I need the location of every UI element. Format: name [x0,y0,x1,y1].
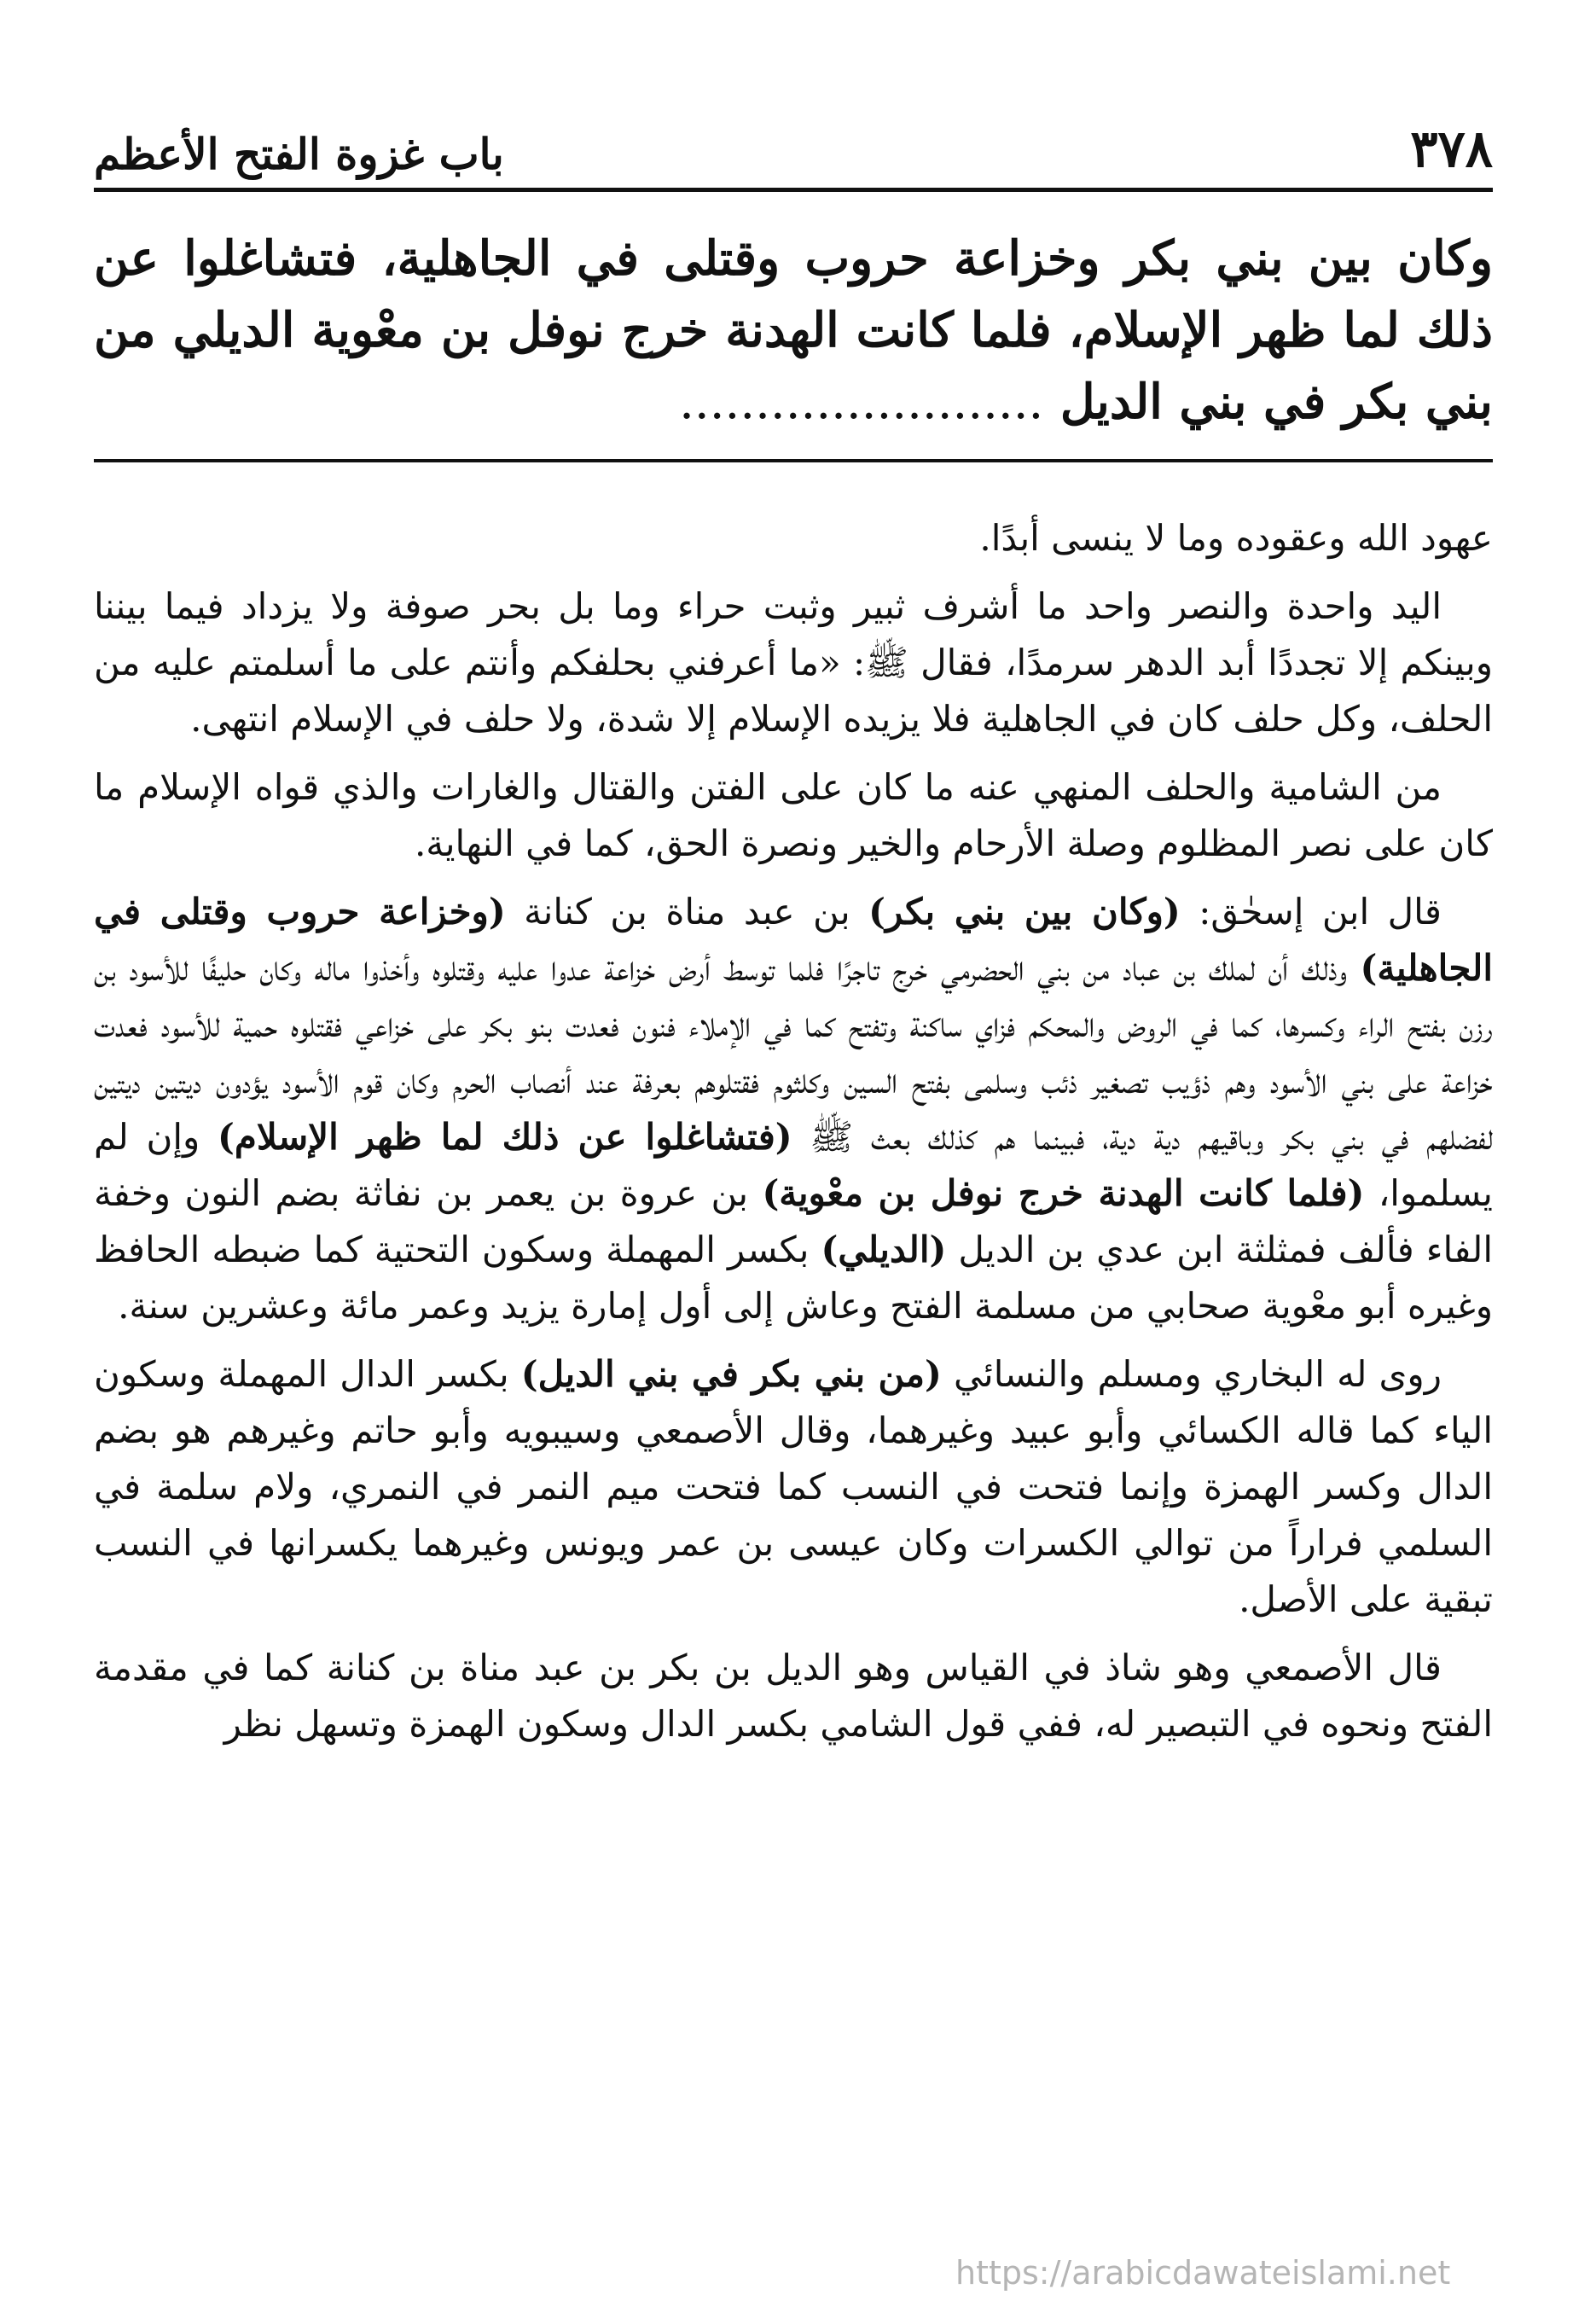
main-text-body: وكان بين بني بكر وخزاعة حروب وقتلى في الجاهلية، فتشاغلوا عن ذلك لما ظهر الإسلام، فلما كانت الهدنة خرج نوفل بن معْوية الديلي من بني بكر في بني الديل [94,230,1493,430]
commentary-paragraph: اليد واحدة والنصر واحد ما أشرف ثبير وثبت حراء وما بل بحر صوفة ولا يزداد فيما بيننا وبينكم إلا تجددًا أبد الدهر سرمدًا، فقال ﷺ: «ما أعرفني بحلفكم وأنتم على ما أسلمتم عليه من الحلف، وكل حلف كان في الجاهلية فلا يزيده الإسلام إلا شدة، ولا حلف في الإسلام انتهى. [94,585,1493,740]
commentary-paragraph: عهود الله وعقوده وما لا ينسى أبدًا. [979,517,1493,559]
quoted-matn: (وخزاعة حروب وقتلى في الجاهلية) [94,891,1493,989]
main-text-dots: ........................ [679,375,1044,430]
quoted-matn: (فلما كانت الهدنة خرج نوفل بن معْوية) [762,1172,1365,1214]
commentary-paragraph: من الشامية والحلف المنهي عنه ما كان على الفتن والقتال والغارات والذي قواه الإسلام ما كان على نصر المظلوم وصلة الأرحام والخير ونصرة الحق، كما في النهاية. [94,766,1493,864]
commentary-paragraph [94,1346,1493,1628]
chapter-title: باب غزوة الفتح الأعظم [94,129,504,179]
commentary-paragraph [94,884,1493,1334]
commentary-text: روى له البخاري ومسلم والنسائي [941,1353,1442,1395]
page-number: ٣٧٨ [1410,119,1493,179]
commentary-text: بكسر المهملة وسكون التحتية كما ضبطه الحافظ وغيره أبو معْوية صحابي من مسلمة الفتح وعاش إلى أول إمارة يزيد وعمر مائة وعشرين سنة. [94,1229,1493,1327]
commentary-text: بن عروة بن يعمر بن نفاثة بضم النون وخفة الفاء فألف فمثلثة ابن عدي بن الديل [94,1172,1493,1270]
quoted-matn: (من بني بكر في بني الديل) [520,1353,942,1395]
page-header [94,102,1493,192]
book-page [94,102,1493,2286]
quoted-matn: (فتشاغلوا عن ذلك لما ظهر الإسلام) [218,1116,792,1158]
commentary-text: بن عبد مناة بن كنانة [505,891,869,933]
commentary-text: وذلك أن لملك بن عباد من بني الحضرمي خرج تاجرًا فلما توسط أرض خزاعة عدوا عليه وقتلوه وأخذوا ماله وكان حليفًا للأسود بن رزن بفتح الراء وكسرها، كما في الروض والمحكم فزاي ساكنة وتفتح كما في الإملاء فنون فعدت بنو بكر على خزاعي فقتلوه حمية للأسود فعدت خزاعة على بني الأسود وهم ذؤيب تصغير ذئب وسلمى بفتح السين وكلثوم فقتلوهم بعرفة عند أنصاب الحرم وكان قوم الأسود يؤدون ديتين ديتين لفضلهم في بني بكر وباقيهم دية دية، فبينما هم كذلك بعث ﷺ [94,947,1493,1158]
commentary-text: قال ابن إسحٰق: [1180,891,1442,933]
quoted-matn: (الديلي) [821,1229,947,1270]
quoted-matn: (وكان بين بني بكر) [868,891,1181,933]
website-watermark: https://arabicdawateislami.net [955,2254,1451,2292]
commentary-paragraph: قال الأصمعي وهو شاذ في القياس وهو الديل بن بكر بن عبد مناة بن كنانة كما في مقدمة الفتح ونحوه في التبصير له، ففي قول الشامي بكسر الدال وسكون الهمزة وتسهل نظر [94,1647,1493,1745]
commentary-text: وإن لم يسلموا، [94,1116,1493,1214]
text-divider [94,459,1493,462]
commentary [94,510,1493,1752]
commentary-text: بكسر الدال المهملة وسكون الياء كما قاله الكسائي وأبو عبيد وغيرهما، وقال الأصمعي وسيبويه وأبو حاتم وغيرهم هو بضم الدال وكسر الهمزة وإنما فتحت في النسب كما فتحت ميم النمر في النمري، ولام سلمة في السلمي فراراً من توالي الكسرات وكان عيسى بن عمر ويونس وغيرهما يكسرانها في النسب تبقية على الأصل. [94,1353,1493,1620]
main-text [94,223,1493,439]
